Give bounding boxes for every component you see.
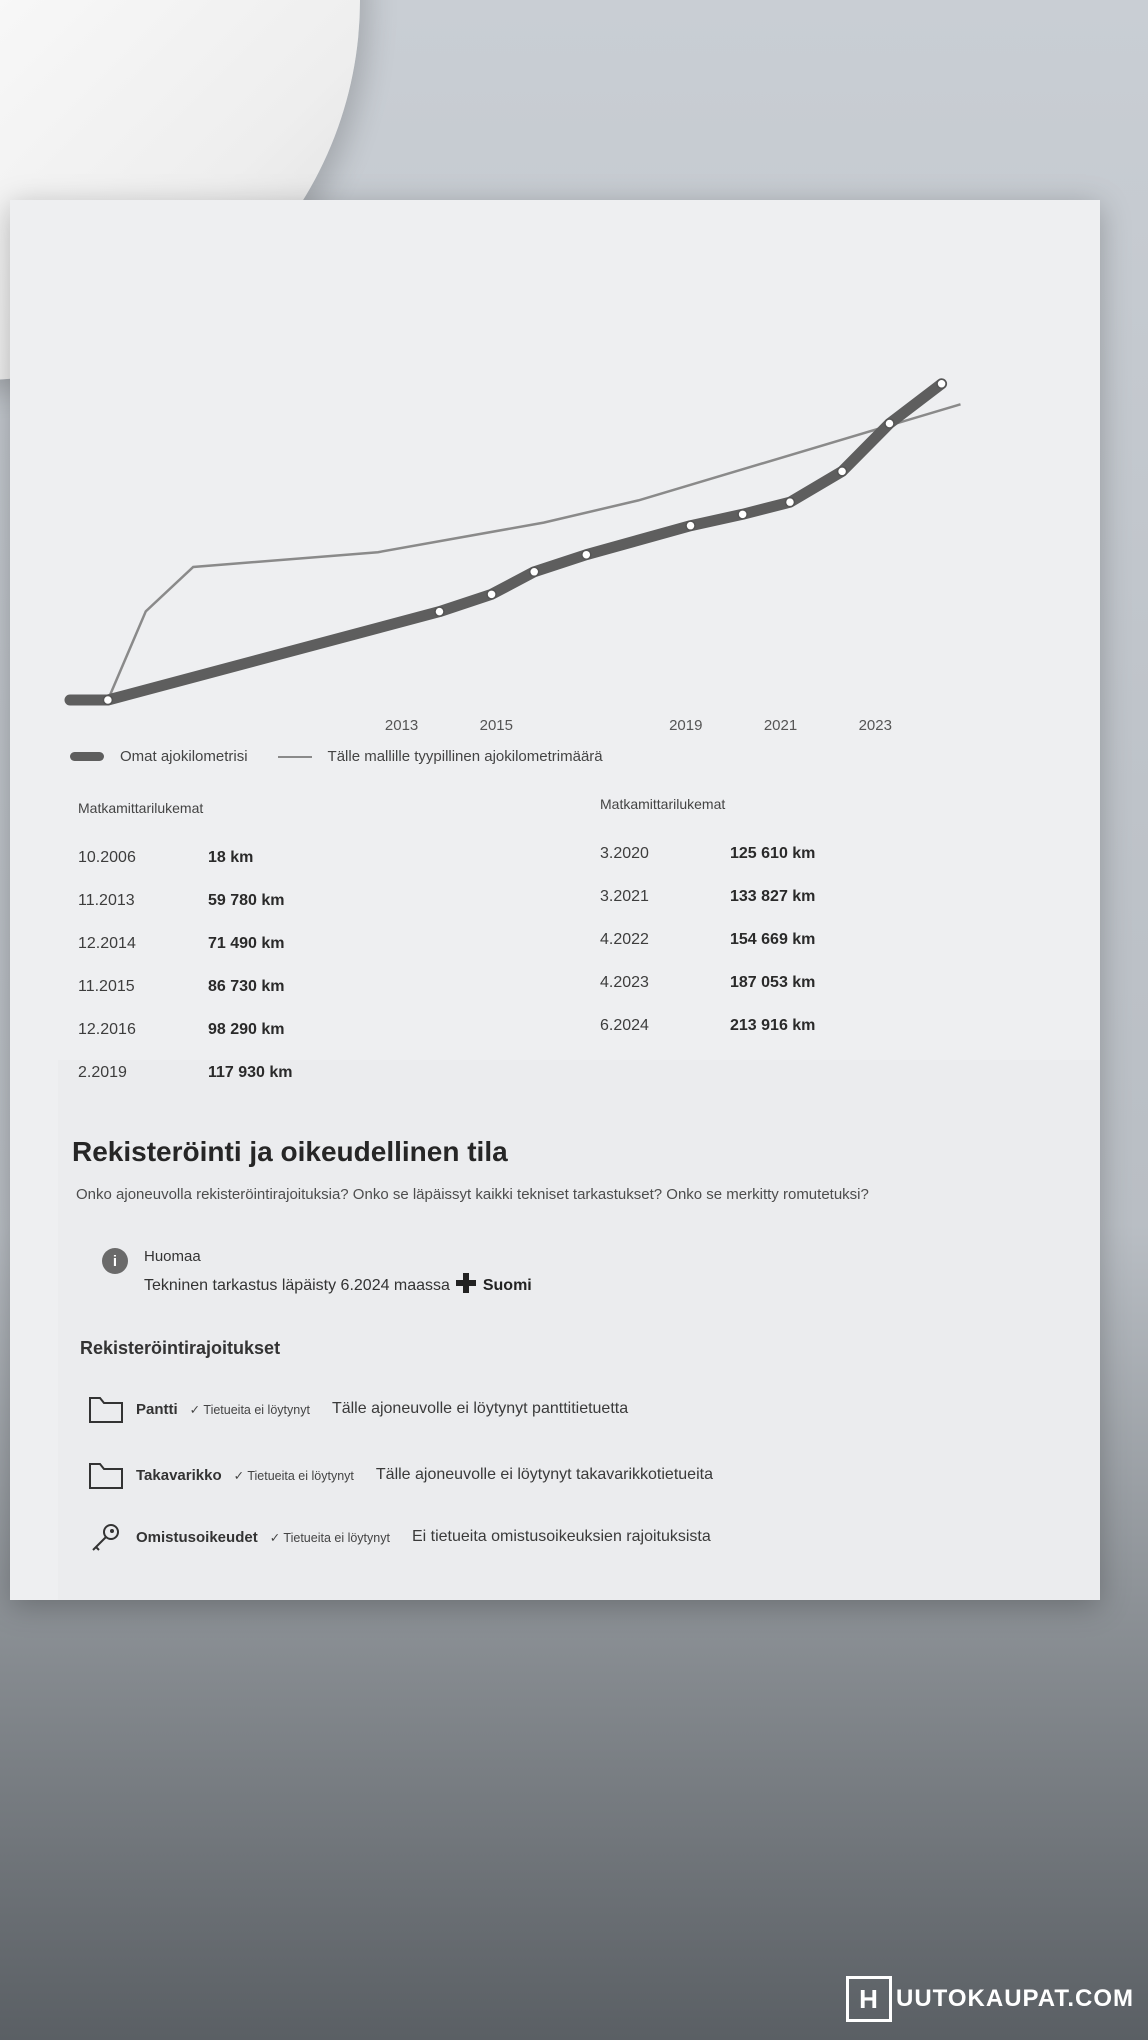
table-row bbox=[78, 922, 293, 965]
table-row bbox=[600, 918, 815, 961]
odometer-date: 12.2016 bbox=[78, 1020, 136, 1038]
data-point bbox=[103, 695, 112, 704]
restriction-name: Takavarikko bbox=[136, 1466, 222, 1484]
note-text bbox=[144, 1273, 532, 1295]
data-point bbox=[530, 567, 539, 576]
table-row bbox=[600, 875, 815, 918]
legend-swatch-own bbox=[70, 752, 104, 761]
series-line-typical bbox=[70, 404, 961, 700]
odometer-table-left bbox=[78, 800, 293, 1094]
watermark-logo bbox=[846, 1976, 1134, 2022]
odometer-value: 133 827 km bbox=[730, 887, 816, 905]
odometer-date: 12.2014 bbox=[78, 934, 136, 952]
x-tick-label: 2021 bbox=[763, 717, 798, 734]
data-point bbox=[738, 510, 747, 519]
folder-icon bbox=[88, 1394, 124, 1424]
x-tick-label: 2015 bbox=[479, 717, 514, 734]
odometer-date: 11.2013 bbox=[78, 891, 135, 909]
watermark-text: UUTOKAUPAT.COM bbox=[896, 1985, 1134, 2012]
legend-label-typical: Tälle mallille tyypillinen ajokilometrimäärä bbox=[327, 748, 603, 765]
restriction-status: ✓ Tietueita ei löytynyt bbox=[233, 1468, 354, 1483]
odometer-date: 6.2024 bbox=[600, 1016, 649, 1034]
odometer-value: 98 290 km bbox=[208, 1020, 285, 1038]
table-row bbox=[78, 965, 293, 1008]
table-row bbox=[78, 836, 293, 879]
table-row bbox=[600, 961, 815, 1004]
restriction-row-takavarikko bbox=[88, 1460, 713, 1490]
registration-subtitle: Onko ajoneuvolla rekisteröintirajoituksia? Onko se läpäissyt kaikki tekniset tarkastukset? Onko se merkitty romutetuksi? bbox=[76, 1186, 869, 1203]
odometer-date: 3.2021 bbox=[600, 887, 649, 905]
odometer-header-left: Matkamittarilukemat bbox=[78, 800, 204, 816]
odometer-date: 11.2015 bbox=[78, 977, 135, 995]
restriction-row-omistusoikeudet bbox=[88, 1522, 711, 1552]
odometer-value: 187 053 km bbox=[730, 973, 816, 991]
restriction-name: Pantti bbox=[136, 1400, 178, 1418]
table-row bbox=[78, 1051, 293, 1094]
restriction-status: ✓ Tietueita ei löytynyt bbox=[269, 1530, 390, 1545]
table-row bbox=[78, 1008, 293, 1051]
swiss-cross-flag-icon bbox=[456, 1273, 476, 1293]
odometer-value: 86 730 km bbox=[208, 977, 285, 995]
odometer-value: 154 669 km bbox=[730, 930, 816, 948]
watermark-box-icon: H bbox=[846, 1976, 892, 2022]
restriction-desc: Ei tietueita omistusoikeuksien rajoituksista bbox=[411, 1528, 711, 1545]
odometer-value: 18 km bbox=[208, 848, 254, 866]
data-point bbox=[686, 521, 695, 530]
odometer-header-right: Matkamittarilukemat bbox=[600, 796, 726, 812]
data-point bbox=[937, 379, 946, 388]
registration-title: Rekisteröinti ja oikeudellinen tila bbox=[72, 1136, 508, 1167]
table-row bbox=[78, 879, 293, 922]
table-row bbox=[600, 832, 815, 875]
odometer-date: 3.2020 bbox=[600, 844, 649, 862]
odometer-table-right bbox=[600, 796, 815, 1047]
odometer-date: 10.2006 bbox=[78, 848, 136, 866]
table-row bbox=[600, 1004, 815, 1047]
data-point bbox=[885, 419, 894, 428]
data-point bbox=[435, 607, 444, 616]
series-line-own bbox=[70, 384, 942, 700]
data-point bbox=[582, 550, 591, 559]
odometer-value: 59 780 km bbox=[208, 891, 285, 909]
info-icon: i bbox=[102, 1248, 128, 1274]
odometer-value: 213 916 km bbox=[730, 1016, 816, 1034]
odometer-value: 71 490 km bbox=[208, 934, 285, 952]
legend-label-own: Omat ajokilometrisi bbox=[120, 748, 248, 765]
restriction-row-pantti bbox=[88, 1394, 628, 1424]
note-title: Huomaa bbox=[144, 1248, 201, 1265]
odometer-date: 4.2022 bbox=[600, 930, 649, 948]
note-country: Suomi bbox=[482, 1277, 532, 1294]
restriction-desc: Tälle ajoneuvolle ei löytynyt takavarikkotietueita bbox=[375, 1466, 713, 1483]
legend-swatch-typical bbox=[278, 756, 312, 758]
folder-icon bbox=[88, 1460, 124, 1490]
odometer-value: 117 930 km bbox=[208, 1063, 293, 1081]
restriction-status: ✓ Tietueita ei löytynyt bbox=[189, 1402, 310, 1417]
x-tick-label: 2019 bbox=[669, 717, 703, 734]
restriction-desc: Tälle ajoneuvolle ei löytynyt panttitietuetta bbox=[331, 1400, 629, 1417]
inspection-note bbox=[102, 1248, 532, 1295]
x-tick-label: 2013 bbox=[384, 717, 419, 734]
odometer-date: 4.2023 bbox=[600, 973, 649, 991]
data-point bbox=[838, 467, 847, 476]
x-tick-label: 2023 bbox=[858, 717, 892, 734]
mileage-chart bbox=[60, 320, 1000, 740]
odometer-value: 125 610 km bbox=[730, 844, 816, 862]
note-text-body: Tekninen tarkastus läpäisty 6.2024 maassa bbox=[144, 1277, 450, 1294]
data-point bbox=[786, 498, 795, 507]
odometer-date: 2.2019 bbox=[78, 1063, 127, 1081]
restrictions-header: Rekisteröintirajoitukset bbox=[80, 1338, 281, 1358]
data-point bbox=[487, 590, 496, 599]
chart-legend bbox=[70, 748, 603, 765]
restriction-name: Omistusoikeudet bbox=[136, 1528, 258, 1546]
key-icon bbox=[88, 1522, 124, 1552]
